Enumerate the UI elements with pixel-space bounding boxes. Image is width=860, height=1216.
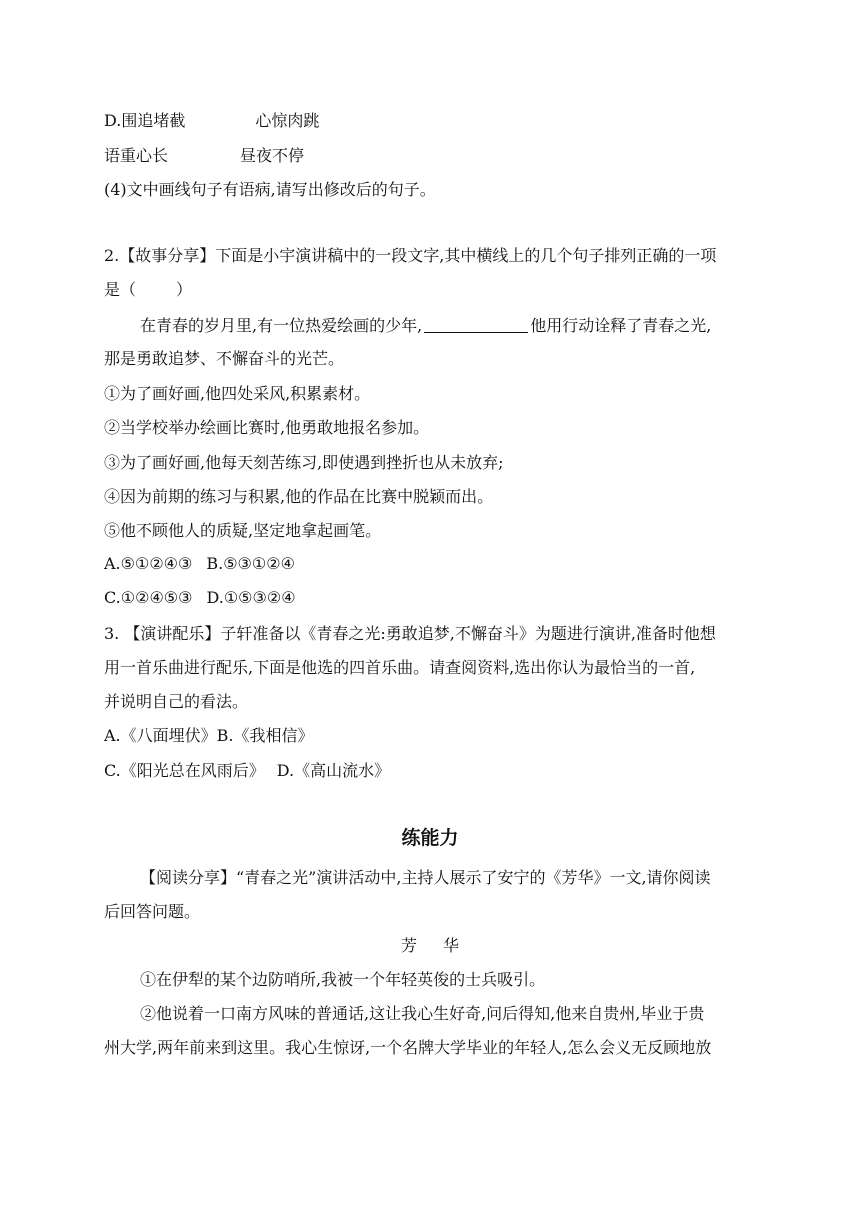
- passage-line: [140, 315, 711, 336]
- idiom-line: [104, 146, 304, 166]
- fill-blank-line: [424, 315, 528, 333]
- sentence-4: ④因为前期的练习与积累,他的作品在比赛中脱颖而出。: [104, 487, 494, 506]
- essay-title-char: 华: [443, 936, 460, 955]
- paragraph-2: 州大学,两年前来到这里。我心生惊讶,一个名牌大学毕业的年轻人,怎么会义无反顾地放: [104, 1038, 712, 1057]
- idiom: D.围追堵截: [104, 111, 186, 130]
- sentence-2: ②当学校举办绘画比赛时,他勇敢地报名参加。: [104, 418, 430, 437]
- reading-intro: 【阅读分享】“青春之光”演讲活动中,主持人展示了安宁的《芳华》一文,请你阅读: [140, 868, 711, 887]
- option-c[interactable]: C.①②④⑤③: [104, 588, 193, 607]
- options-ab: [104, 554, 295, 574]
- essay-title: [0, 936, 860, 956]
- sentence-3: ③为了画好画,他每天刻苦练习,即使遇到挫折也从未放弃;: [104, 453, 504, 472]
- paragraph-2: ②他说着一口南方风味的普通话,这让我心生好奇,问后得知,他来自贵州,毕业于贵: [140, 1004, 705, 1023]
- question-3-line: 并说明自己的看法。: [104, 692, 249, 711]
- essay-title-char: 芳: [400, 936, 417, 955]
- option-d[interactable]: D.①⑤③②④: [206, 588, 296, 607]
- option-a[interactable]: A.⑤①②④③: [104, 554, 193, 573]
- music-options-ab: A.《八面埋伏》B.《我相信》: [104, 726, 314, 745]
- passage-text: 在青春的岁月里,有一位热爱绘画的少年,: [140, 316, 423, 335]
- music-options-cd: [104, 761, 390, 781]
- passage-line: 那是勇敢追梦、不懈奋斗的光芒。: [104, 349, 345, 368]
- idiom: 昼夜不停: [240, 146, 305, 165]
- question-2-line: [104, 280, 192, 300]
- question-2-line: 2.【故事分享】下面是小宇演讲稿中的一段文字,其中横线上的几个句子排列正确的一项: [104, 246, 717, 265]
- paren-open: 是（: [104, 280, 137, 299]
- sentence-5: ⑤他不顾他人的质疑,坚定地拿起画笔。: [104, 521, 382, 540]
- music-option-c[interactable]: C.《阳光总在风雨后》: [104, 761, 265, 780]
- options-cd: [104, 588, 296, 608]
- passage-text: 他用行动诠释了青春之光,: [530, 316, 712, 335]
- idiom: 心惊肉跳: [255, 111, 320, 130]
- music-option-d[interactable]: D.《高山流水》: [276, 761, 391, 780]
- section-title: 练能力: [401, 827, 459, 849]
- idiom: 语重心长: [104, 146, 169, 165]
- question-3-line: 用一首乐曲进行配乐,下面是他选的四首乐曲。请查阅资料,选出你认为最恰当的一首,: [104, 658, 696, 677]
- question-4: (4)文中画线句子有语病,请写出修改后的句子。: [104, 180, 436, 199]
- option-d-line: [104, 111, 319, 131]
- paragraph-1: ①在伊犁的某个边防哨所,我被一个年轻英俊的士兵吸引。: [140, 970, 546, 989]
- question-3-line: 3. 【演讲配乐】子轩准备以《青春之光:勇敢追梦,不懈奋斗》为题进行演讲,准备时他想: [104, 624, 716, 643]
- sentence-1: ①为了画好画,他四处采风,积累素材。: [104, 384, 371, 403]
- option-b[interactable]: B.⑤③①②④: [206, 554, 295, 573]
- reading-intro: 后回答问题。: [104, 902, 201, 921]
- paren-close: ）: [176, 280, 193, 299]
